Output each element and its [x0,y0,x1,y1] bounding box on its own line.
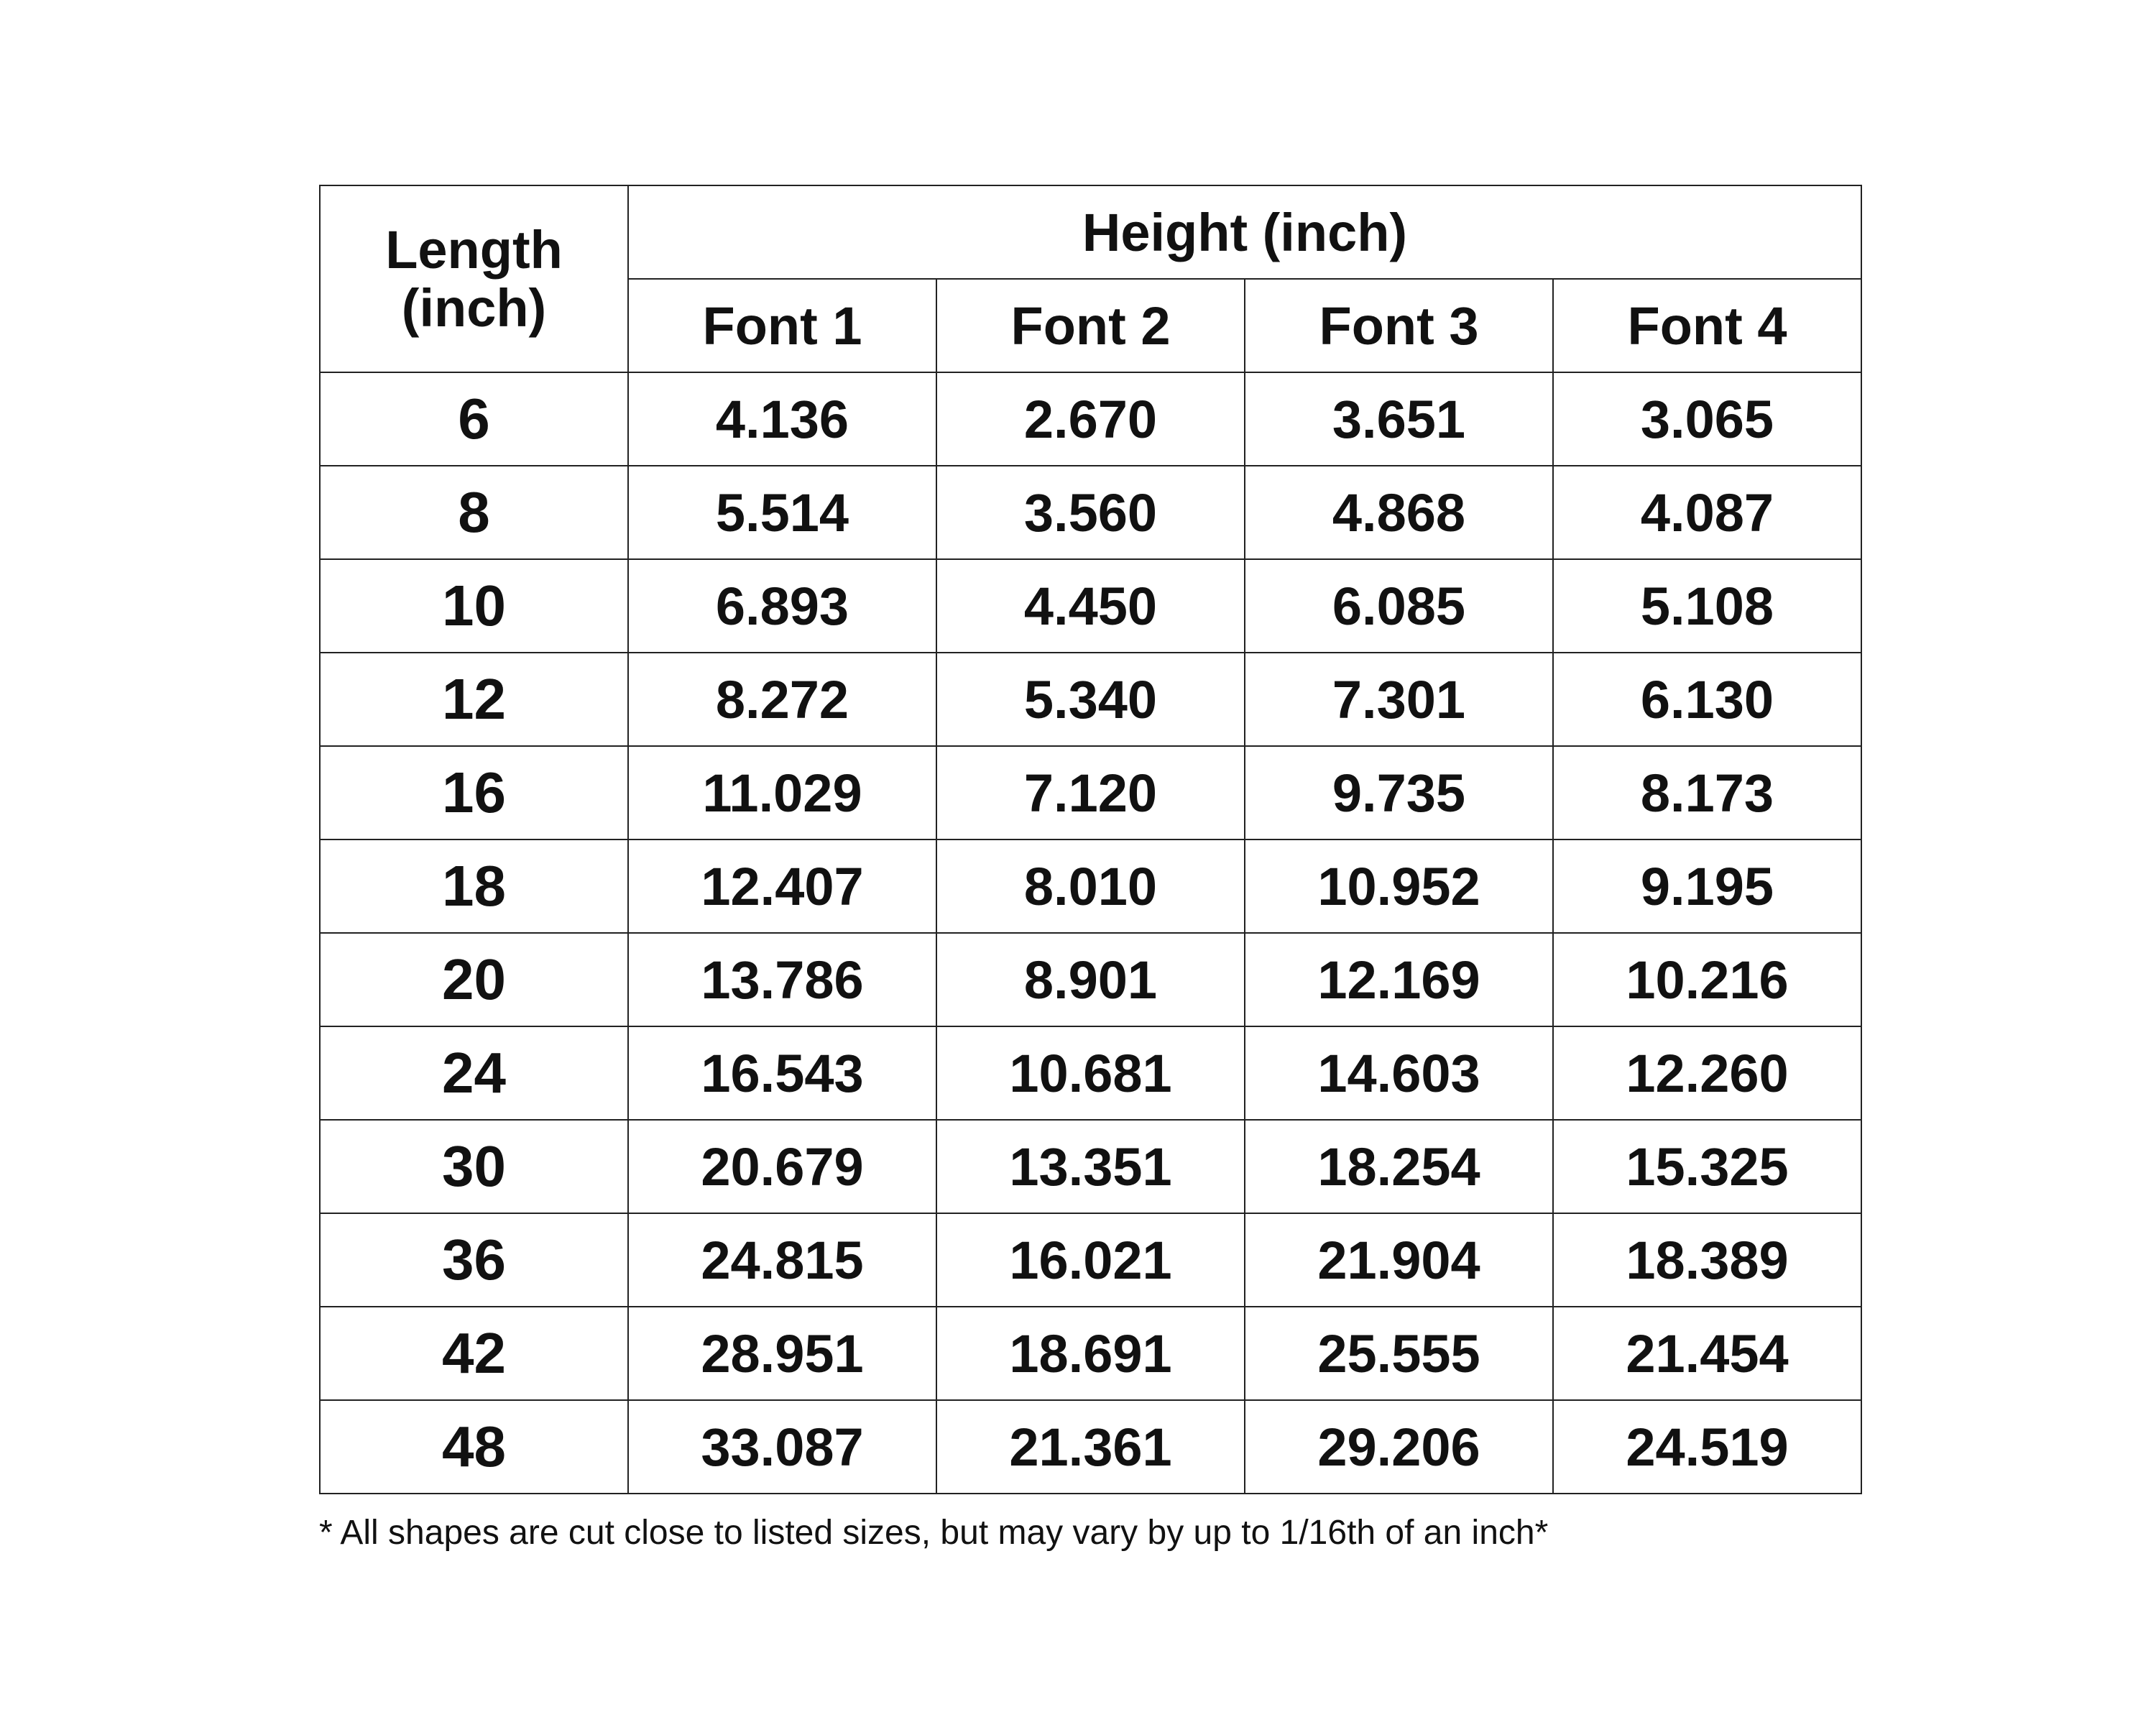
size-table-body [320,185,1861,1494]
length-cell: 30 [320,1120,628,1213]
length-cell: 6 [320,372,628,466]
table-row [320,840,1861,933]
height-cell: 20.679 [628,1120,936,1213]
height-cell: 18.691 [936,1307,1245,1400]
height-cell: 2.670 [936,372,1245,466]
height-cell: 3.651 [1245,372,1553,466]
height-cell: 8.272 [628,653,936,746]
height-cell: 18.389 [1553,1213,1861,1307]
height-cell: 4.087 [1553,466,1861,559]
height-cell: 33.087 [628,1400,936,1494]
height-cell: 5.340 [936,653,1245,746]
height-cell: 8.010 [936,840,1245,933]
height-cell: 4.450 [936,559,1245,653]
font-column-header: Font 2 [936,279,1245,372]
height-cell: 12.407 [628,840,936,933]
length-column-header [320,185,628,372]
height-cell: 24.519 [1553,1400,1861,1494]
height-cell: 6.893 [628,559,936,653]
height-cell: 12.260 [1553,1026,1861,1120]
height-cell: 3.065 [1553,372,1861,466]
height-cell: 16.543 [628,1026,936,1120]
height-cell: 10.216 [1553,933,1861,1026]
height-cell: 28.951 [628,1307,936,1400]
height-cell: 24.815 [628,1213,936,1307]
height-cell: 10.681 [936,1026,1245,1120]
length-cell: 36 [320,1213,628,1307]
height-cell: 7.120 [936,746,1245,840]
table-row [320,1307,1861,1400]
table-row [320,933,1861,1026]
table-row [320,653,1861,746]
length-cell: 8 [320,466,628,559]
height-cell: 13.351 [936,1120,1245,1213]
height-cell: 21.454 [1553,1307,1861,1400]
height-cell: 10.952 [1245,840,1553,933]
table-row [320,1026,1861,1120]
length-cell: 48 [320,1400,628,1494]
table-row [320,746,1861,840]
height-cell: 5.108 [1553,559,1861,653]
length-header-line1: Length [385,219,563,280]
height-cell: 9.735 [1245,746,1553,840]
height-cell: 14.603 [1245,1026,1553,1120]
height-cell: 6.085 [1245,559,1553,653]
table-row [320,1213,1861,1307]
length-cell: 12 [320,653,628,746]
length-cell: 42 [320,1307,628,1400]
height-cell: 3.560 [936,466,1245,559]
height-cell: 13.786 [628,933,936,1026]
table-row [320,466,1861,559]
table-row [320,559,1861,653]
height-cell: 25.555 [1245,1307,1553,1400]
table-row [320,1400,1861,1494]
height-cell: 29.206 [1245,1400,1553,1494]
height-cell: 7.301 [1245,653,1553,746]
table-row [320,372,1861,466]
height-cell: 4.136 [628,372,936,466]
size-table [319,185,1862,1494]
length-cell: 16 [320,746,628,840]
height-group-header: Height (inch) [628,185,1861,279]
height-cell: 9.195 [1553,840,1861,933]
length-cell: 20 [320,933,628,1026]
height-cell: 15.325 [1553,1120,1861,1213]
font-column-header: Font 3 [1245,279,1553,372]
height-cell: 6.130 [1553,653,1861,746]
height-cell: 8.901 [936,933,1245,1026]
font-column-header: Font 1 [628,279,936,372]
length-cell: 18 [320,840,628,933]
length-cell: 24 [320,1026,628,1120]
height-cell: 4.868 [1245,466,1553,559]
footnote: * All shapes are cut close to listed sizes, but may vary by up to 1/16th of an inch* [319,1514,1549,1552]
height-cell: 16.021 [936,1213,1245,1307]
height-cell: 5.514 [628,466,936,559]
length-cell: 10 [320,559,628,653]
font-column-header: Font 4 [1553,279,1861,372]
table-header-row [320,185,1861,279]
height-cell: 21.361 [936,1400,1245,1494]
height-cell: 21.904 [1245,1213,1553,1307]
height-cell: 12.169 [1245,933,1553,1026]
table-row [320,1120,1861,1213]
height-cell: 18.254 [1245,1120,1553,1213]
height-cell: 8.173 [1553,746,1861,840]
height-cell: 11.029 [628,746,936,840]
length-header-line2: (inch) [401,278,547,338]
